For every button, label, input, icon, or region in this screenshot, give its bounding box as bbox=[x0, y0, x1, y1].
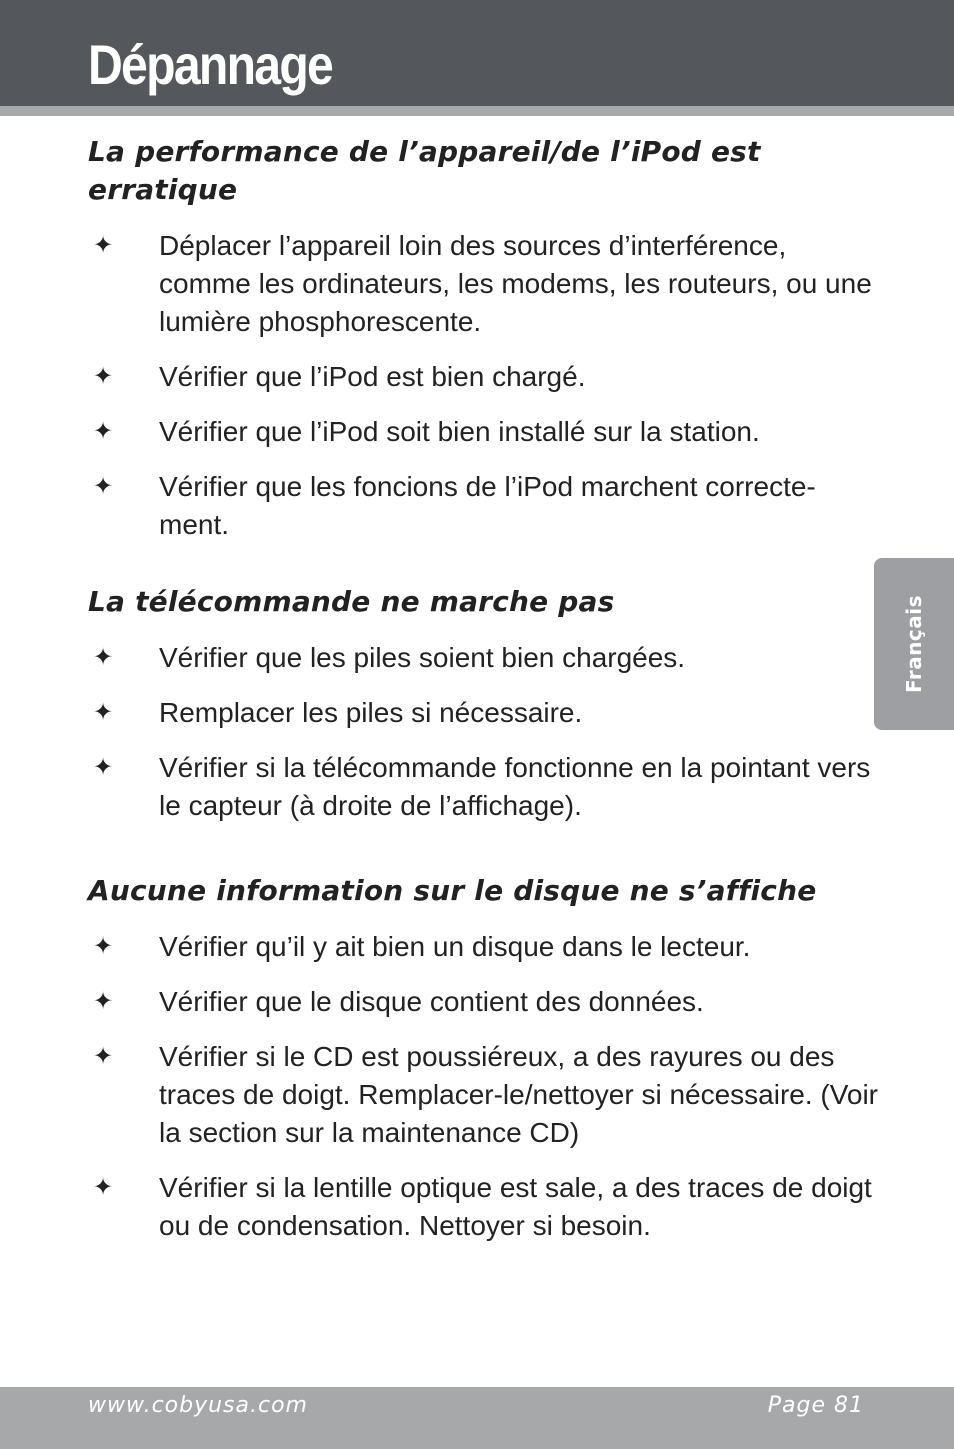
list-item bbox=[88, 1038, 878, 1152]
four-pointed-star-icon: ✦ bbox=[92, 933, 114, 960]
page-title: Dépannage bbox=[88, 33, 333, 96]
list-item-text: Remplacer les piles si nécessaire. bbox=[159, 697, 583, 728]
section-remote bbox=[88, 583, 878, 825]
content bbox=[88, 133, 878, 1262]
section-disc-info bbox=[88, 872, 878, 1245]
list-item-text: Vérifier qu’il y ait bien un disque dans le lecteur. bbox=[159, 931, 751, 962]
list-item-text: Vérifier que l’iPod est bien chargé. bbox=[159, 361, 586, 392]
section-heading: La télécommande ne marche pas bbox=[88, 585, 615, 618]
header-stripe bbox=[0, 106, 954, 116]
list-item-text: Vérifier que le disque contient des données. bbox=[159, 986, 704, 1017]
list-item bbox=[88, 983, 878, 1021]
bullet-list bbox=[88, 639, 878, 825]
list-item bbox=[88, 358, 878, 396]
four-pointed-star-icon: ✦ bbox=[92, 473, 114, 500]
four-pointed-star-icon: ✦ bbox=[92, 418, 114, 445]
section-ipod-performance bbox=[88, 133, 878, 544]
list-item bbox=[88, 694, 878, 732]
list-item bbox=[88, 749, 878, 825]
list-item-text: Déplacer l’appareil loin des sources d’interférence, comme les ordinateurs, les modems, les routeurs, ou une lumière phosphorescente. bbox=[159, 230, 872, 337]
list-item bbox=[88, 227, 878, 341]
language-side-tab bbox=[874, 558, 954, 730]
side-tab-label: Français bbox=[902, 594, 926, 694]
list-item-text: Vérifier que l’iPod soit bien installé sur la station. bbox=[159, 416, 760, 447]
list-item bbox=[88, 1169, 878, 1245]
footer-url: www.cobyusa.com bbox=[88, 1393, 308, 1418]
list-item-text: Vérifier que les foncions de l’iPod marchent correcte- ment. bbox=[159, 471, 816, 540]
list-item-text: Vérifier si la lentille optique est sale, a des traces de doigt ou de condensation. Nettoyer si besoin. bbox=[159, 1172, 872, 1241]
four-pointed-star-icon: ✦ bbox=[92, 1174, 114, 1201]
list-item-text: Vérifier si la télécommande fonctionne en la pointant vers le capteur (à droite de l’affichage). bbox=[159, 752, 871, 821]
four-pointed-star-icon: ✦ bbox=[92, 232, 114, 259]
list-item bbox=[88, 413, 878, 451]
bullet-list bbox=[88, 227, 878, 544]
four-pointed-star-icon: ✦ bbox=[92, 644, 114, 671]
four-pointed-star-icon: ✦ bbox=[92, 988, 114, 1015]
four-pointed-star-icon: ✦ bbox=[92, 754, 114, 781]
section-heading: La performance de l’appareil/de l’iPod est erratique bbox=[88, 135, 761, 206]
list-item bbox=[88, 639, 878, 677]
list-item-text: Vérifier que les piles soient bien chargées. bbox=[159, 642, 686, 673]
four-pointed-star-icon: ✦ bbox=[92, 699, 114, 726]
section-heading: Aucune information sur le disque ne s’affiche bbox=[88, 874, 817, 907]
four-pointed-star-icon: ✦ bbox=[92, 363, 114, 390]
four-pointed-star-icon: ✦ bbox=[92, 1043, 114, 1070]
list-item bbox=[88, 928, 878, 966]
bullet-list bbox=[88, 928, 878, 1245]
footer-page-number: Page 81 bbox=[767, 1393, 864, 1418]
list-item bbox=[88, 468, 878, 544]
list-item-text: Vérifier si le CD est poussiéreux, a des rayures ou des traces de doigt. Remplacer-le/nettoyer si nécessaire. (Voir la section sur la maintenance CD) bbox=[159, 1041, 878, 1148]
